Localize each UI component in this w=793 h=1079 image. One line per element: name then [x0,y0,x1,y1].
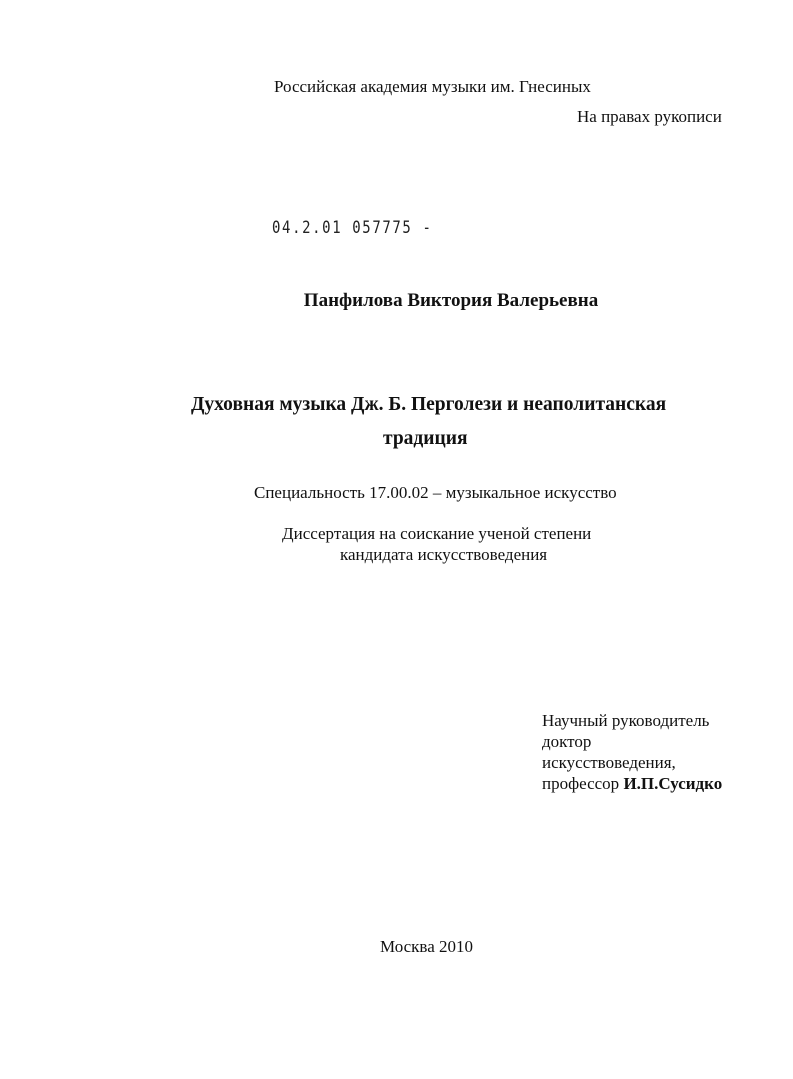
advisor-degree-line-2: искусствоведения, [542,753,676,772]
advisor-title: профессор [542,774,620,793]
advisor-block [542,710,722,794]
author-name [0,290,793,312]
rights-notice: На правах рукописи [577,107,722,126]
thesis-title-line-2: традиция [383,428,468,449]
advisor-degree-line-1: доктор [542,732,592,751]
advisor-title-line [542,773,722,794]
author-name-text: Панфилова Виктория Валерьевна [303,290,599,311]
advisor-name: И.П.Сусидко [623,774,723,793]
specialty-line: Специальность 17.00.02 – музыкальное искусство [254,483,617,502]
advisor-role: Научный руководитель [542,711,710,730]
dissertation-line-1: Диссертация на соискание ученой степени [282,524,592,543]
dissertation-line-2: кандидата искусствоведения [340,545,548,564]
thesis-title-line-1: Духовная музыка Дж. Б. Перголези и неаполитанская [191,394,667,415]
city-year: Москва 2010 [380,937,474,956]
institution-name: Российская академия музыки им. Гнесиных [274,77,591,96]
registry-stamp: 04.2.01 057775 - [272,218,433,238]
